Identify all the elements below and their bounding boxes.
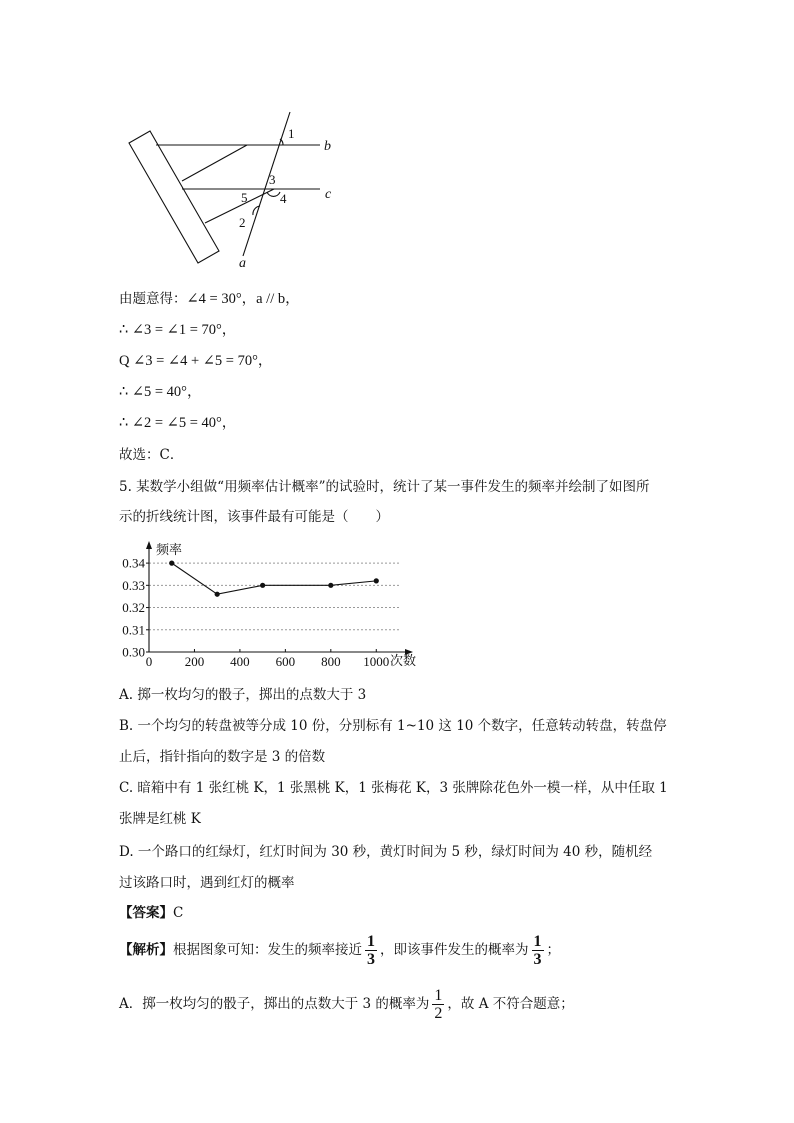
chart-y-tick-label: 0.33 [122, 577, 145, 593]
geometry-figure [120, 108, 350, 274]
solution-line-4: ∴ ∠5 = 40°， [119, 384, 202, 400]
solution-math-1: ∠4 = 30°，a // b， [186, 291, 300, 307]
option-d-line-1: D. 一个路口的红绿灯，红灯时间为 30 秒，黄灯时间为 5 秒，绿灯时间为 40 秒，随机经 [119, 844, 653, 860]
chart-x-tick-label: 400 [230, 654, 250, 669]
chart-y-axis-label: 频率 [156, 542, 183, 557]
option-c-line-2: 张牌是红桃 K [119, 811, 201, 827]
angle-3-arc [267, 192, 280, 196]
solution-line-2: ∴ ∠3 = ∠1 = 70°， [119, 322, 237, 338]
chart-y-tick-label: 0.31 [122, 622, 145, 638]
chart-y-tick-label: 0.34 [122, 555, 145, 571]
chart-x-tick-label: 1000 [363, 654, 390, 669]
label-b: b [324, 139, 331, 154]
frequency-line-chart [112, 537, 432, 672]
chart-series-line [172, 563, 377, 594]
solution-line-1 [119, 289, 688, 309]
analysis-a-line [119, 984, 688, 1024]
analysis-a-text-2: ，故 A 不符合题意； [447, 996, 574, 1012]
fraction-numerator: 1 [533, 933, 542, 950]
solution-line-3: Q ∠3 = ∠4 + ∠5 = 70°， [119, 353, 273, 369]
fraction-numerator: 1 [367, 933, 375, 950]
label-c: c [325, 187, 332, 202]
chart-data-point [215, 592, 220, 597]
analysis-text-2: ，即该事件发生的概率为 [380, 942, 529, 958]
chart-x-tick-label: 200 [184, 654, 205, 669]
line-a [243, 112, 290, 256]
answer-value: C [173, 905, 184, 921]
fraction-numerator: 1 [434, 987, 443, 1004]
fraction-one-half [432, 987, 444, 1022]
option-a: A. 掷一枚均匀的骰子，掷出的点数大于 3 [119, 687, 367, 703]
solution-line-5: ∴ ∠2 = ∠5 = 40°， [119, 415, 237, 431]
chart-x-tick-label: 0 [145, 654, 153, 669]
label-angle-5: 5 [241, 190, 248, 205]
chart-data-point [374, 578, 379, 583]
chart-data-point [328, 583, 333, 588]
analysis-text-1: 根据图象可知：发生的频率接近 [173, 942, 362, 958]
fraction-denominator: 3 [533, 951, 542, 968]
fraction-one-third [365, 933, 377, 968]
answer-tag: 【答案】 [119, 905, 173, 921]
fraction-one-third-2 [532, 933, 544, 968]
fraction-denominator: 3 [367, 951, 375, 968]
chart-y-axis-arrow [146, 541, 152, 549]
analysis-text-3: ； [546, 942, 560, 958]
chart-x-tick-label: 800 [321, 654, 341, 669]
label-angle-2: 2 [239, 215, 246, 230]
analysis-tag: 【解析】 [119, 942, 173, 958]
chart-data-point [260, 583, 265, 588]
option-b-line-1: B. 一个均匀的转盘被等分成 10 份，分别标有 1~10 这 10 个数字，任意转动转盘，转盘停 [119, 718, 667, 734]
fraction-denominator: 2 [434, 1005, 443, 1022]
chart-x-tick-label: 600 [275, 654, 296, 669]
solution-prefix: 由题意得： [119, 291, 187, 307]
chart-y-tick-label: 0.30 [122, 644, 145, 660]
answer-line [119, 903, 688, 923]
option-b-line-2: 止后，指针指向的数字是 3 的倍数 [119, 749, 326, 765]
analysis-line [119, 930, 688, 970]
label-angle-4: 4 [280, 191, 287, 206]
question-5-line-2: 示的折线统计图，该事件最有可能是（ ） [119, 509, 389, 525]
option-c-line-1: C. 暗箱中有 1 张红桃 K，1 张黑桃 K，1 张梅花 K，3 张牌除花色外一模一样，从中任取 1 [119, 780, 668, 796]
ruler-rectangle [129, 131, 219, 263]
option-d-line-2: 过该路口时，遇到红灯的概率 [119, 875, 295, 891]
slant-line-upper [182, 145, 247, 181]
question-5-line-1: 5. 某数学小组做“用频率估计概率”的试验时，统计了某一事件发生的频率并绘制了如图所 [119, 479, 650, 495]
chart-data-point [169, 561, 174, 566]
label-angle-3: 3 [269, 172, 276, 187]
chart-x-axis-label: 次数 [390, 653, 417, 668]
solution-line-6: 故选：C． [119, 447, 184, 463]
label-angle-1: 1 [288, 126, 295, 141]
chart-y-tick-label: 0.32 [122, 600, 145, 616]
analysis-a-text-1: A．掷一枚均匀的骰子，掷出的点数大于 3 的概率为 [119, 996, 430, 1012]
label-a: a [239, 256, 246, 271]
